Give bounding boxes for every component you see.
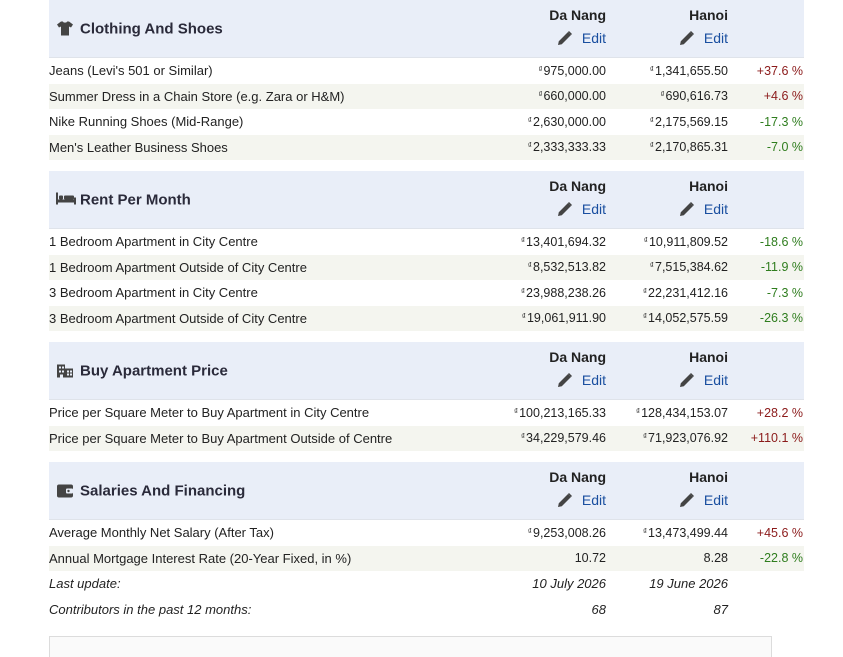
section-title-text: Buy Apartment Price	[80, 362, 228, 379]
currency-symbol: ₫	[643, 235, 648, 245]
row-difference: -7.0 %	[766, 140, 803, 155]
value-text: 13,401,694.32	[526, 234, 606, 249]
city-name: Hanoi	[689, 469, 728, 485]
value-text: 1,341,655.50	[655, 63, 728, 78]
edit-label: Edit	[703, 372, 728, 388]
pencil-icon	[679, 372, 695, 388]
row-value-v1	[522, 311, 606, 325]
row-value-v1	[521, 286, 606, 300]
value-text: 22,231,412.16	[648, 285, 728, 300]
row-difference: +45.6 %	[756, 525, 803, 540]
section-title-text: Salaries And Financing	[80, 482, 246, 499]
row-value-v2	[650, 260, 728, 274]
section-salaries-and-financing	[49, 462, 804, 622]
currency-symbol: ₫	[521, 312, 526, 322]
edit-link[interactable]	[679, 30, 728, 46]
row-value-v1	[528, 526, 606, 540]
value-text: 975,000.00	[543, 63, 606, 78]
section-title	[56, 362, 228, 379]
currency-symbol: ₫	[642, 432, 648, 442]
column-header-2	[679, 349, 728, 388]
pencil-icon	[557, 372, 573, 388]
table-row	[49, 135, 804, 161]
table-row	[49, 280, 804, 306]
currency-symbol: ₫	[527, 261, 532, 271]
edit-link[interactable]	[549, 492, 606, 508]
row-difference: -18.6 %	[759, 234, 803, 249]
table-row	[49, 426, 804, 452]
pencil-icon	[679, 492, 695, 508]
value-text: 7,515,384.62	[655, 260, 728, 275]
edit-label: Edit	[581, 372, 606, 388]
edit-label: Edit	[581, 492, 606, 508]
row-label: Men's Leather Business Shoes	[49, 139, 228, 155]
section-title	[56, 20, 223, 37]
row-label: 3 Bedroom Apartment Outside of City Centre	[49, 310, 307, 326]
edit-link[interactable]	[549, 201, 606, 217]
column-header-1	[549, 7, 606, 46]
table-row	[49, 520, 804, 546]
section-buy-apartment-price	[49, 342, 804, 451]
column-header-1	[549, 469, 606, 508]
row-value-v2	[704, 551, 728, 565]
table-row	[49, 306, 804, 332]
edit-label: Edit	[703, 201, 728, 217]
contributors-label: Contributors in the past 12 months:	[49, 601, 252, 617]
row-value-v1	[538, 64, 606, 78]
section-header	[49, 0, 804, 58]
currency-symbol: ₫	[527, 141, 532, 151]
edit-link[interactable]	[679, 372, 728, 388]
row-value-v1	[528, 260, 606, 274]
row-value-v2	[643, 431, 728, 445]
row-label: 3 Bedroom Apartment in City Centre	[49, 285, 258, 301]
bottom-panel	[49, 636, 772, 657]
pencil-icon	[557, 30, 573, 46]
table-row	[49, 546, 804, 572]
currency-symbol: ₫	[527, 526, 532, 536]
section-rent-per-month	[49, 171, 804, 331]
row-label: 1 Bedroom Apartment in City Centre	[49, 234, 258, 250]
city-name: Da Nang	[549, 178, 606, 194]
row-value-v2	[644, 235, 728, 249]
shirt-icon	[56, 21, 74, 37]
currency-symbol: ₫	[649, 141, 654, 151]
row-difference: +28.2 %	[756, 405, 803, 420]
column-header-2	[679, 7, 728, 46]
row-difference: -7.3 %	[766, 285, 803, 300]
currency-symbol: ₫	[520, 432, 526, 442]
column-header-2	[679, 469, 728, 508]
city-name: Hanoi	[689, 349, 728, 365]
row-value-v2	[650, 115, 728, 129]
city-name: Da Nang	[549, 349, 606, 365]
value-text: 100,213,165.33	[519, 405, 606, 420]
column-header-1	[549, 178, 606, 217]
edit-link[interactable]	[679, 201, 728, 217]
row-value-v2	[643, 286, 728, 300]
pencil-icon	[679, 30, 695, 46]
section-title-text: Rent Per Month	[80, 191, 191, 208]
contributors-v2: 87	[713, 601, 728, 617]
last-update-row	[49, 571, 804, 597]
row-label: Jeans (Levi's 501 or Similar)	[49, 63, 213, 79]
row-difference: -22.8 %	[759, 551, 803, 566]
row-difference: -26.3 %	[759, 311, 803, 326]
value-text: 19,061,911.90	[526, 311, 606, 326]
row-label: 1 Bedroom Apartment Outside of City Centre	[49, 259, 307, 275]
pencil-icon	[557, 201, 573, 217]
currency-symbol: ₫	[642, 286, 648, 296]
row-difference: -17.3 %	[759, 114, 803, 129]
currency-symbol: ₫	[642, 526, 648, 536]
city-name: Hanoi	[689, 178, 728, 194]
row-value-v2	[650, 64, 728, 78]
row-label: Annual Mortgage Interest Rate (20-Year Fixed, in %)	[49, 550, 352, 566]
wallet-icon	[56, 483, 74, 499]
value-text: 8,532,513.82	[533, 260, 606, 275]
section-title	[56, 191, 191, 208]
last-update-v1: 10 July 2026	[532, 576, 606, 592]
row-difference: +4.6 %	[763, 89, 803, 104]
contributors-v1: 68	[591, 601, 606, 617]
section-header	[49, 462, 804, 520]
row-label: Price per Square Meter to Buy Apartment in City Centre	[49, 405, 370, 421]
currency-symbol: ₫	[520, 235, 526, 245]
edit-link[interactable]	[549, 30, 606, 46]
value-text: 23,988,238.26	[526, 285, 606, 300]
row-value-v2	[650, 140, 728, 154]
row-label: Price per Square Meter to Buy Apartment Outside of Centre	[49, 430, 393, 446]
currency-symbol: ₫	[514, 406, 519, 416]
value-text: 660,000.00	[543, 89, 606, 104]
value-text: 2,175,569.15	[655, 114, 728, 129]
contributors-row	[49, 597, 804, 623]
value-text: 71,923,076.92	[648, 431, 728, 446]
table-row	[49, 400, 804, 426]
last-update-v2: 19 June 2026	[649, 576, 728, 592]
value-text: 128,434,153.07	[641, 405, 728, 420]
edit-label: Edit	[703, 30, 728, 46]
section-clothing-and-shoes	[49, 0, 804, 160]
table-row	[49, 58, 804, 84]
row-value-v1	[575, 551, 606, 565]
currency-symbol: ₫	[527, 115, 532, 125]
row-value-v1	[514, 406, 606, 420]
value-text: 34,229,579.46	[526, 431, 606, 446]
pencil-icon	[679, 201, 695, 217]
value-text: 9,253,008.26	[533, 525, 606, 540]
currency-symbol: ₫	[642, 312, 648, 322]
row-label: Summer Dress in a Chain Store (e.g. Zara or H&M)	[49, 88, 345, 104]
row-label: Nike Running Shoes (Mid-Range)	[49, 114, 244, 130]
value-text: 13,473,499.44	[648, 525, 728, 540]
city-name: Da Nang	[549, 7, 606, 23]
value-text: 2,630,000.00	[533, 114, 606, 129]
row-value-v2	[660, 89, 728, 103]
table-row	[49, 84, 804, 110]
value-text: 2,333,333.33	[533, 140, 606, 155]
bed-icon	[56, 192, 74, 208]
currency-symbol: ₫	[649, 115, 654, 125]
table-row	[49, 109, 804, 135]
last-update-label: Last update:	[49, 576, 121, 592]
column-header-1	[549, 349, 606, 388]
pencil-icon	[557, 492, 573, 508]
value-text: 10,911,809.52	[648, 234, 728, 249]
row-value-v1	[528, 115, 606, 129]
edit-label: Edit	[581, 201, 606, 217]
section-header	[49, 342, 804, 400]
table-row	[49, 255, 804, 281]
currency-symbol: ₫	[636, 406, 641, 416]
value-text: 10.72	[574, 551, 606, 566]
currency-symbol: ₫	[538, 64, 543, 74]
table-row	[49, 229, 804, 255]
value-text: 8.28	[703, 551, 728, 566]
edit-label: Edit	[703, 492, 728, 508]
comparison-table	[49, 0, 804, 633]
currency-symbol: ₫	[660, 90, 665, 100]
building-icon	[56, 363, 74, 379]
row-value-v1	[538, 89, 606, 103]
city-name: Da Nang	[549, 469, 606, 485]
row-difference: +37.6 %	[756, 63, 803, 78]
row-difference: -11.9 %	[760, 260, 803, 275]
value-text: 690,616.73	[665, 89, 728, 104]
row-value-v2	[636, 406, 728, 420]
currency-symbol: ₫	[520, 286, 526, 296]
row-label: Average Monthly Net Salary (After Tax)	[49, 525, 274, 541]
currency-symbol: ₫	[649, 64, 654, 74]
row-value-v1	[528, 140, 606, 154]
currency-symbol: ₫	[538, 90, 543, 100]
column-header-2	[679, 178, 728, 217]
row-value-v2	[643, 311, 728, 325]
city-name: Hanoi	[689, 7, 728, 23]
value-text: 2,170,865.31	[655, 140, 728, 155]
row-value-v1	[521, 235, 606, 249]
value-text: 14,052,575.59	[648, 311, 728, 326]
section-title-text: Clothing And Shoes	[80, 20, 223, 37]
edit-link[interactable]	[549, 372, 606, 388]
row-value-v1	[521, 431, 606, 445]
edit-label: Edit	[581, 30, 606, 46]
currency-symbol: ₫	[649, 261, 654, 271]
section-header	[49, 171, 804, 229]
section-title	[56, 482, 245, 499]
edit-link[interactable]	[679, 492, 728, 508]
row-difference: +110.1 %	[750, 431, 803, 446]
row-value-v2	[643, 526, 728, 540]
